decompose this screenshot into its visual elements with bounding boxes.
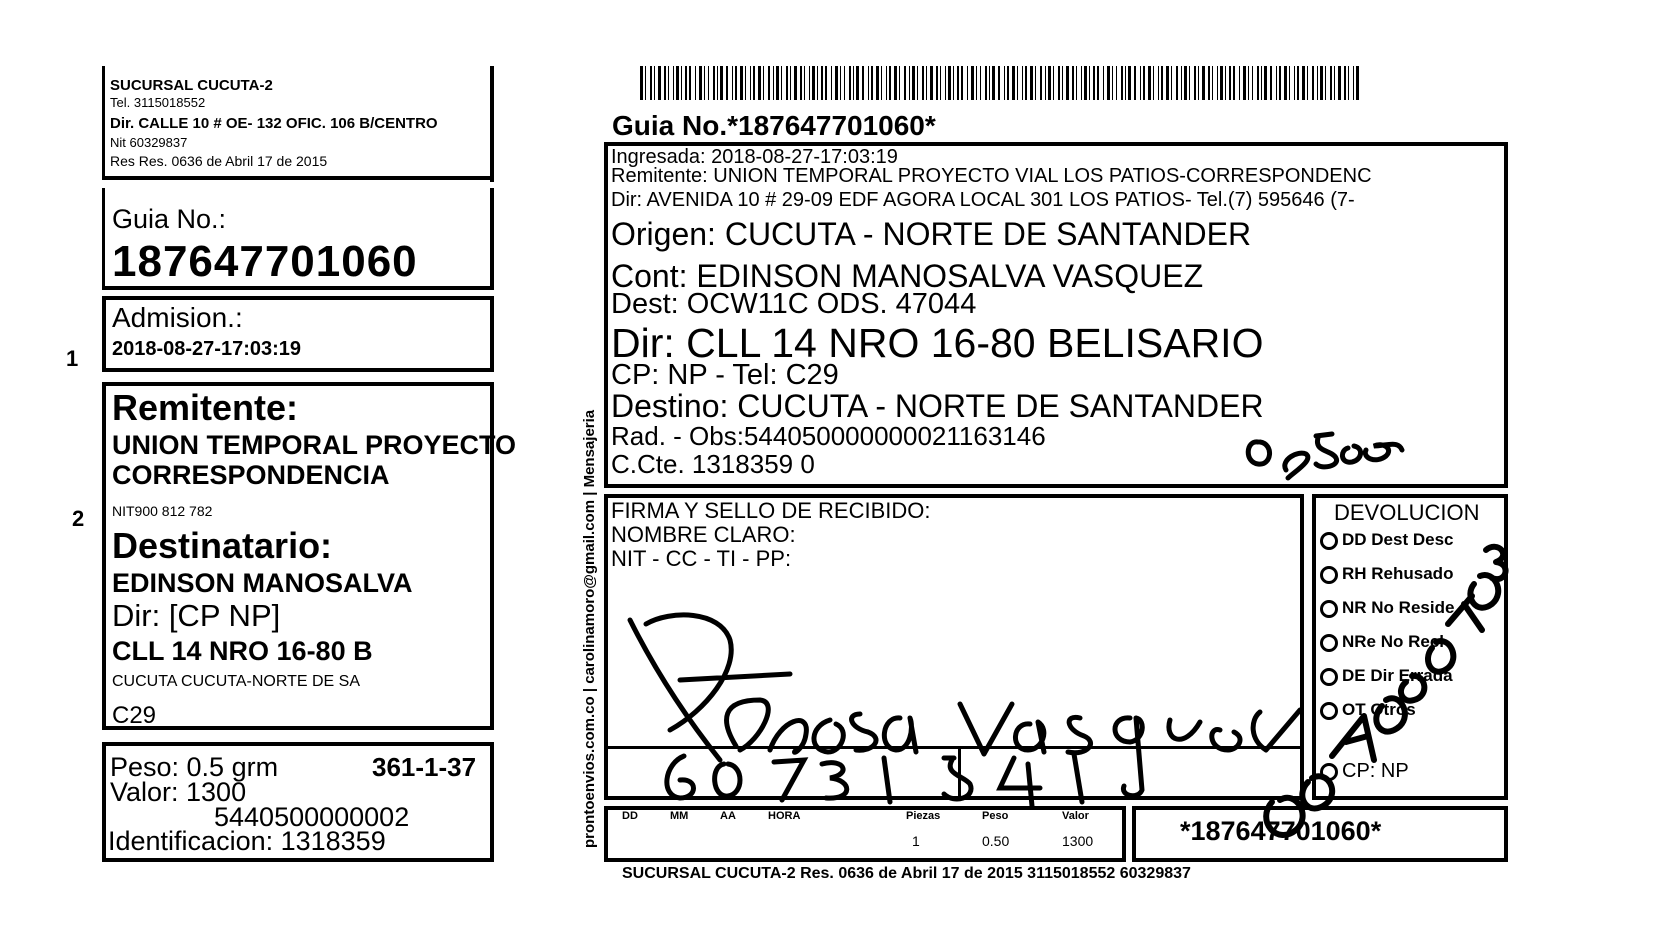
barcode-bar xyxy=(1030,66,1033,100)
branch-name: SUCURSAL CUCUTA-2 xyxy=(110,77,273,94)
id-handwriting-drawing xyxy=(654,744,1154,808)
barcode-bar xyxy=(1325,66,1326,100)
footer-text: SUCURSAL CUCUTA-2 Res. 0636 de Abril 17 de 2015 3115018552 60329837 xyxy=(622,865,1191,882)
barcode-bar xyxy=(868,66,869,100)
barcode-bar xyxy=(904,66,906,100)
barcode-bar xyxy=(1307,66,1308,100)
barcode-bar xyxy=(1264,66,1267,100)
barcode-bar xyxy=(654,66,655,100)
barcode-bar xyxy=(1302,66,1305,100)
barcode-bar xyxy=(909,66,910,100)
barcode-bar xyxy=(840,66,841,100)
barcode-bar xyxy=(650,66,652,100)
barcode-bar xyxy=(1194,66,1196,100)
barcode-bar xyxy=(1320,66,1323,100)
barcode-bar xyxy=(1184,66,1187,100)
barcode-bar xyxy=(894,66,897,100)
barcode-bar xyxy=(645,66,646,100)
barcode-bar xyxy=(862,66,864,100)
barcode-bar xyxy=(1128,66,1131,100)
barcode-bar xyxy=(871,66,873,100)
barcode-bar xyxy=(1022,66,1023,100)
obs-scribble-drawing xyxy=(1236,420,1406,480)
barcode-bar xyxy=(1257,66,1259,100)
barcode-bar xyxy=(989,66,990,100)
barcode-bar xyxy=(1107,66,1110,100)
col-peso: Peso xyxy=(982,810,1009,822)
peso-tracking: 5440500000002 xyxy=(214,802,410,832)
barcode-bar xyxy=(1220,66,1223,100)
barcode-bar xyxy=(1140,66,1141,100)
barcode-bar xyxy=(831,66,832,100)
info-cont: Cont: EDINSON MANOSALVA VASQUEZ xyxy=(611,258,1204,294)
barcode-bar xyxy=(961,66,963,100)
barcode-bar xyxy=(1208,66,1210,100)
tracking-number: *187647701060* xyxy=(1180,816,1382,846)
val-peso: 0.50 xyxy=(982,833,1010,849)
barcode-bar xyxy=(1289,66,1290,100)
admision-value: 2018-08-27-17:03:19 xyxy=(112,338,302,360)
barcode-bar xyxy=(835,66,838,100)
firma-line1: FIRMA Y SELLO DE RECIBIDO: xyxy=(611,498,931,523)
remitente-name-line1: UNION TEMPORAL PROYECTO xyxy=(112,430,517,460)
barcode-bar xyxy=(1053,66,1054,100)
devolucion-title: DEVOLUCION xyxy=(1334,500,1480,525)
barcode-bar xyxy=(817,66,818,100)
barcode-bar xyxy=(1181,66,1182,100)
barcode-bar xyxy=(720,66,723,100)
obs-scribble xyxy=(1236,420,1406,480)
barcode-bar xyxy=(1279,66,1281,100)
barcode-bar xyxy=(985,66,987,100)
info-ccte: C.Cte. 1318359 0 xyxy=(611,449,815,479)
barcode-bar xyxy=(713,66,715,100)
barcode-bar xyxy=(664,66,666,100)
barcode-bar xyxy=(998,66,1000,100)
barcode-bar xyxy=(1062,66,1063,100)
identificacion: Identificacion: 1318359 xyxy=(108,826,386,856)
barcode-bar xyxy=(699,66,702,100)
barcode-bar xyxy=(1189,66,1190,100)
barcode-bar xyxy=(1171,66,1172,100)
barcode-bar xyxy=(740,66,743,100)
barcode-bar xyxy=(681,66,682,100)
barcode-bar xyxy=(976,66,977,100)
barcode-bar xyxy=(825,66,827,100)
barcode-bar xyxy=(1243,66,1246,100)
barcode-bar xyxy=(1176,66,1178,100)
destinatario-title: Destinatario: xyxy=(112,525,333,566)
remitente-title: Remitente: xyxy=(112,387,299,428)
barcode-bar xyxy=(695,66,696,100)
barcode-bar xyxy=(1225,66,1226,100)
barcode-bar xyxy=(781,66,782,100)
margin-mark-2: 2 xyxy=(72,506,85,531)
barcode-bar xyxy=(1040,66,1042,100)
received-date-stamp-drawing xyxy=(1236,520,1526,860)
branch-nit: Nit 60329837 xyxy=(110,135,188,150)
branch-header-rule-bottom xyxy=(102,176,494,180)
barcode-bar xyxy=(763,66,764,100)
info-destino: Destino: CUCUTA - NORTE DE SANTANDER xyxy=(611,388,1264,424)
barcode-bar xyxy=(786,66,788,100)
barcode-bar xyxy=(1166,66,1169,100)
barcode-bar xyxy=(794,66,797,100)
barcode-bar xyxy=(1103,66,1104,100)
barcode-bar xyxy=(1198,66,1199,100)
col-valor: Valor xyxy=(1062,810,1089,822)
barcode-bar xyxy=(1125,66,1126,100)
barcode-bar xyxy=(844,66,845,100)
barcode-bar xyxy=(1116,66,1117,100)
barcode-bar xyxy=(899,66,900,100)
remitente-name-line2: CORRESPONDENCIA xyxy=(112,460,390,490)
col-aa: AA xyxy=(720,810,736,822)
barcode-bar xyxy=(1048,66,1051,100)
info-cp: CP: NP - Tel: C29 xyxy=(611,359,839,391)
barcode-bar xyxy=(945,66,946,100)
col-piezas: Piezas xyxy=(906,810,941,822)
destinatario-address: CLL 14 NRO 16-80 B xyxy=(112,636,373,666)
barcode-bar xyxy=(953,66,954,100)
destinatario-name: EDINSON MANOSALVA xyxy=(112,568,413,598)
barcode-bar xyxy=(1353,66,1354,100)
barcode-bar xyxy=(1284,66,1287,100)
devolucion-option: NRe No Recl xyxy=(1320,632,1444,652)
side-contact-text: prontoenvios.com.co | carolinamoro@gmail.com | Mensajeria xyxy=(581,409,598,848)
barcode-bar xyxy=(812,66,815,100)
col-hora: HORA xyxy=(768,810,801,822)
devolucion-option: OT Otros xyxy=(1320,700,1416,720)
barcode-bar xyxy=(853,66,854,100)
id-handwriting xyxy=(654,744,1154,808)
info-origen: Origen: CUCUTA - NORTE DE SANTANDER xyxy=(611,216,1252,252)
barcode-bar xyxy=(922,66,924,100)
barcode-bar xyxy=(1317,66,1318,100)
barcode-bar xyxy=(1161,66,1163,100)
barcode-bar xyxy=(804,66,805,100)
barcode-bar xyxy=(809,66,810,100)
info-dest: Dest: OCW11C ODS. 47044 xyxy=(611,288,977,320)
barcode-bar xyxy=(1356,66,1359,100)
barcode-bar xyxy=(717,66,718,100)
barcode-bar xyxy=(750,66,751,100)
barcode-bar xyxy=(1025,66,1027,100)
barcode-bar xyxy=(1081,66,1082,100)
barcode-bar xyxy=(980,66,981,100)
barcode-bar xyxy=(1202,66,1205,100)
barcode-bar xyxy=(992,66,995,100)
barcode-bar xyxy=(856,66,859,100)
barcode-bar xyxy=(1017,66,1018,100)
barcode-bar xyxy=(1072,66,1074,100)
guia-number: 187647701060 xyxy=(112,237,418,286)
val-valor: 1300 xyxy=(1062,833,1094,849)
barcode-bar xyxy=(1344,66,1346,100)
margin-mark-1: 1 xyxy=(66,346,79,371)
barcode-bar xyxy=(967,66,968,100)
barcode-bar xyxy=(912,66,915,100)
info-ingresada: Ingresada: 2018-08-27-17:03:19 xyxy=(611,146,898,168)
barcode-bar xyxy=(1058,66,1060,100)
val-piezas: 1 xyxy=(912,833,920,849)
guia-label: Guia No.: xyxy=(112,204,227,234)
barcode-bar xyxy=(1084,66,1087,100)
barcode-bar xyxy=(735,66,737,100)
info-dir: Dir: AVENIDA 10 # 29-09 EDF AGORA LOCAL 301 LOS PATIOS- Tel.(7) 595646 (7- xyxy=(611,189,1355,211)
barcode-bar xyxy=(1330,66,1332,100)
barcode-bar xyxy=(1066,66,1069,100)
barcode xyxy=(640,66,1364,102)
barcode-bar xyxy=(1212,66,1213,100)
barcode-bar xyxy=(1089,66,1090,100)
devolucion-option: RH Rehusado xyxy=(1320,564,1453,584)
barcode-bar xyxy=(1297,66,1299,100)
barcode-bar xyxy=(948,66,951,100)
destinatario-code: C29 xyxy=(112,702,157,729)
barcode-bar xyxy=(1312,66,1314,100)
barcode-bar xyxy=(1045,66,1046,100)
info-remitente: Remitente: UNION TEMPORAL PROYECTO VIAL LOS PATIOS-CORRESPONDENC xyxy=(611,165,1372,187)
firma-line2: NOMBRE CLARO: xyxy=(611,522,796,547)
devolucion-option: NR No Reside xyxy=(1320,598,1454,618)
devolucion-cp: CP: NP xyxy=(1320,760,1409,783)
barcode-bar xyxy=(689,66,691,100)
devolucion-option: DE Dir Errada xyxy=(1320,666,1453,686)
barcode-bar xyxy=(940,66,941,100)
remitente-nit: NIT900 812 782 xyxy=(112,503,213,519)
barcode-bar xyxy=(1294,66,1295,100)
barcode-bar xyxy=(1276,66,1277,100)
barcode-bar xyxy=(732,66,733,100)
barcode-bar xyxy=(957,66,959,100)
barcode-bar xyxy=(658,66,661,100)
info-rad: Rad. - Obs:544050000000021163146 xyxy=(611,421,1046,451)
valor-line: Valor: 1300 xyxy=(110,777,247,807)
guia-title: Guia No.*187647701060* xyxy=(612,110,936,141)
col-mm: MM xyxy=(670,810,689,822)
barcode-bar xyxy=(1229,66,1231,100)
peso-line: Peso: 0.5 grm xyxy=(110,752,279,782)
barcode-bar xyxy=(790,66,791,100)
branch-header-rule-right xyxy=(490,66,494,182)
barcode-bar xyxy=(1270,66,1272,100)
barcode-bar xyxy=(1035,66,1036,100)
branch-header-rule xyxy=(102,66,105,178)
barcode-bar xyxy=(1239,66,1240,100)
peso-code: 361-1-37 xyxy=(372,752,477,782)
barcode-bar xyxy=(1012,66,1015,100)
barcode-bar xyxy=(1217,66,1218,100)
barcode-bar xyxy=(1143,66,1145,100)
barcode-bar xyxy=(704,66,705,100)
col-dd: DD xyxy=(622,810,638,822)
barcode-bar xyxy=(1248,66,1249,100)
barcode-bar xyxy=(1261,66,1262,100)
barcode-bar xyxy=(971,66,974,100)
barcode-bar xyxy=(1076,66,1077,100)
barcode-bar xyxy=(673,66,674,100)
barcode-bar xyxy=(753,66,755,100)
firma-line3: NIT - CC - TI - PP: xyxy=(611,546,792,571)
barcode-bar xyxy=(936,66,938,100)
branch-address: Dir. CALLE 10 # OE- 132 OFIC. 106 B/CENTRO xyxy=(110,115,438,132)
devolucion-option: DD Dest Desc xyxy=(1320,530,1454,550)
barcode-bar xyxy=(1148,66,1151,100)
barcode-bar xyxy=(1334,66,1335,100)
barcode-bar xyxy=(726,66,728,100)
barcode-bar xyxy=(745,66,746,100)
barcode-bar xyxy=(1158,66,1159,100)
barcode-bar xyxy=(881,66,882,100)
barcode-bar xyxy=(758,66,761,100)
barcode-bar xyxy=(1153,66,1154,100)
barcode-bar xyxy=(1093,66,1095,100)
admision-label: Admision.: xyxy=(112,302,243,333)
barcode-bar xyxy=(926,66,927,100)
info-dir-dest: Dir: CLL 14 NRO 16-80 BELISARIO xyxy=(611,320,1264,366)
barcode-bar xyxy=(640,66,643,100)
barcode-bar xyxy=(876,66,879,100)
barcode-bar xyxy=(1338,66,1341,100)
barcode-bar xyxy=(768,66,770,100)
destinatario-dir-label: Dir: [CP NP] xyxy=(112,598,281,633)
barcode-bar xyxy=(886,66,887,100)
branch-tel: Tel. 3115018552 xyxy=(110,95,206,110)
barcode-bar xyxy=(1252,66,1253,100)
barcode-bar xyxy=(800,66,802,100)
barcode-bar xyxy=(1007,66,1009,100)
barcode-bar xyxy=(676,66,679,100)
barcode-bar xyxy=(1348,66,1349,100)
barcode-bar xyxy=(708,66,709,100)
barcode-bar xyxy=(1134,66,1136,100)
barcode-bar xyxy=(917,66,918,100)
barcode-bar xyxy=(776,66,779,100)
barcode-bar xyxy=(1112,66,1113,100)
barcode-bar xyxy=(1004,66,1005,100)
barcode-bar xyxy=(1233,66,1235,100)
received-date-stamp xyxy=(1236,520,1526,860)
barcode-bar xyxy=(773,66,774,100)
barcode-bar xyxy=(1097,66,1099,100)
barcode-bar xyxy=(889,66,891,100)
barcode-bar xyxy=(821,66,823,100)
barcode-bar xyxy=(668,66,669,100)
branch-resolution: Res Res. 0636 de Abril 17 de 2015 xyxy=(110,153,328,169)
destinatario-city: CUCUTA CUCUTA-NORTE DE SA xyxy=(112,673,361,690)
barcode-bar xyxy=(849,66,851,100)
barcode-bar xyxy=(930,66,933,100)
barcode-bar xyxy=(685,66,687,100)
barcode-bar xyxy=(1121,66,1123,100)
